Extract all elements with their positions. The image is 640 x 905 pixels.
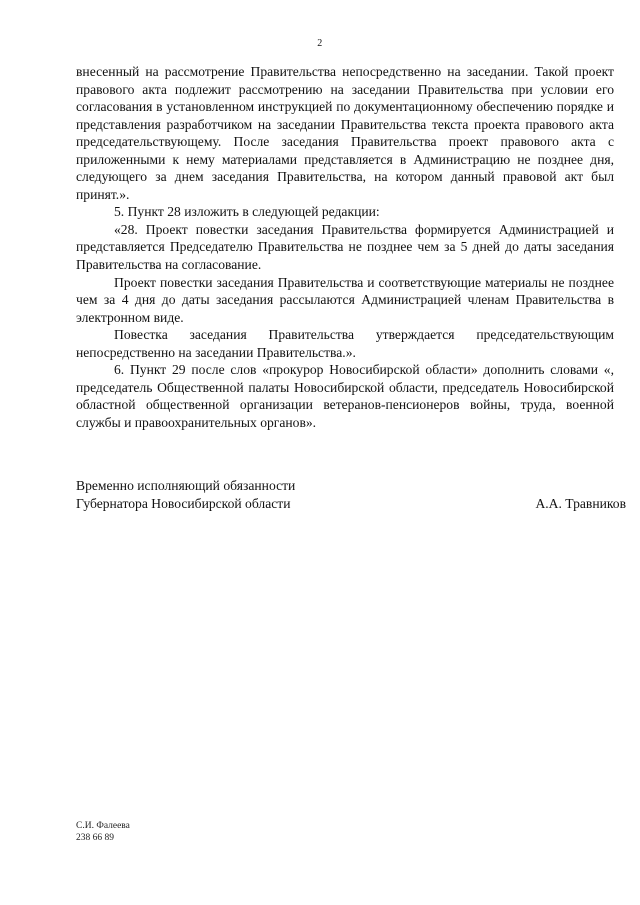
executor-name: С.И. Фалеева [76,821,130,831]
paragraph-item-6: 6. Пункт 29 после слов «прокурор Новосибирской области» дополнить словами «, председатель Общественной палаты Новосибирской области, председатель Новосибирской областной общественной организации ветеранов-пенсионеров войны, труда, военной службы и правоохранительных органов». [76,362,614,430]
signatory-position-line1: Временно исполняющий обязанности [76,478,296,493]
signature-block [76,477,626,512]
document-body [76,63,614,431]
signature-row-2 [76,495,626,513]
signatory-position-line2: Губернатора Новосибирской области [76,495,291,511]
paragraph-agenda-approval: Повестка заседания Правительства утверждается председательствующим непосредственно на заседании Правительства.». [76,327,614,360]
executor-block [76,820,130,844]
page-number: 2 [317,38,323,49]
signatory-name: А.А. Травников [535,495,626,511]
signature-row-1 [76,477,626,495]
paragraph-item-28: «28. Проект повестки заседания Правительства формируется Администрацией и представляется Председателю Правительства не позднее чем за 5 дней до даты заседания Правительства на согласование. [76,221,614,273]
paragraph-agenda-materials: Проект повестки заседания Правительства и соответствующие материалы не позднее чем за 4 дня до даты заседания рассылаются Администрацией членам Правительства в электронном виде. [76,274,614,325]
paragraph-continuation: внесенный на рассмотрение Правительства непосредственно на заседании. Такой проект правового акта подлежит рассмотрению на заседании Правительства при условии его согласования в установленном инструкцией по документационному обеспечению порядке и представления разработчиком на заседании Правительства текста проекта правового акта председательствующему. После заседания Правительства проект правового акта с приложенными к нему материалами представляется в Администрацию не позднее дня, следующего за днем заседания Правительства, на котором данный правовой акт был принят.». [76,64,614,202]
executor-phone: 238 66 89 [76,833,114,843]
paragraph-item-5: 5. Пункт 28 изложить в следующей редакции: [114,204,380,220]
